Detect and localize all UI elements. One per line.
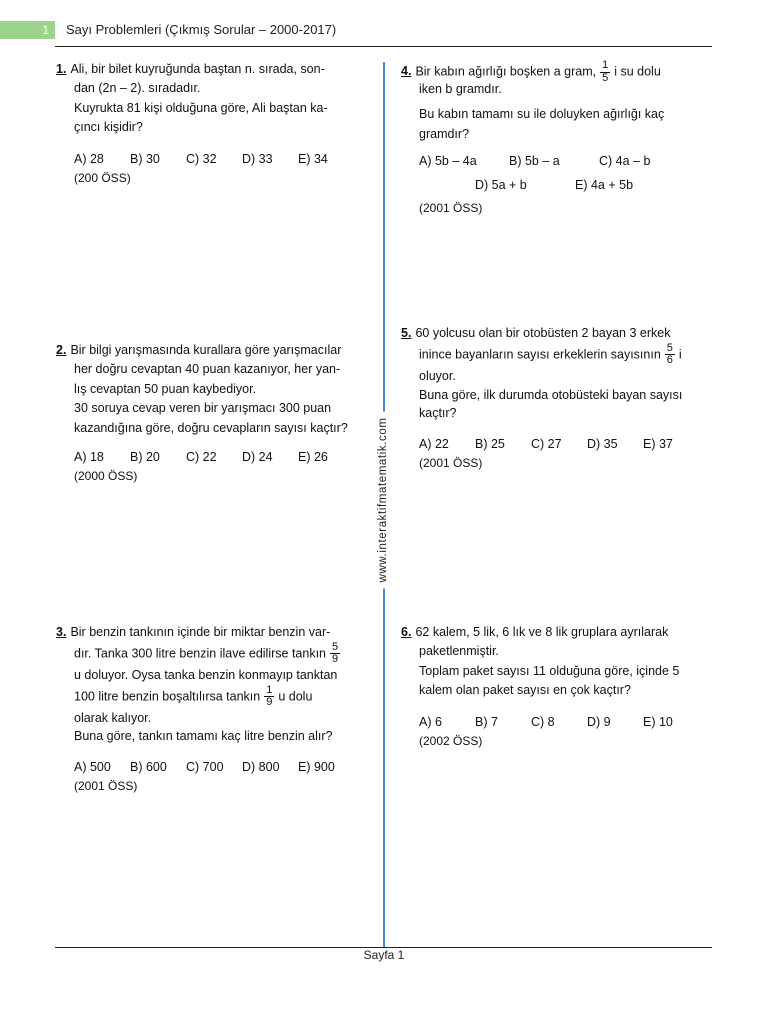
page-number-badge: 1	[0, 21, 55, 39]
option-b[interactable]: B) 7	[475, 714, 498, 729]
option-e[interactable]: E) 900	[298, 760, 335, 775]
option-a[interactable]: A) 500	[74, 760, 111, 775]
option-b[interactable]: B) 30	[130, 151, 160, 166]
question-number: 2.	[56, 343, 67, 357]
question-text: oluyor.	[419, 368, 456, 383]
question-text: 60 yolcusu olan bir otobüsten 2 bayan 3 erkek	[415, 326, 671, 340]
option-d[interactable]: D) 9	[587, 714, 611, 729]
question-text: Ali, bir bilet kuyruğunda baştan n. sırada, son-	[70, 62, 325, 76]
question-text: Buna göre, tankın tamamı kaç litre benzin alır?	[74, 729, 333, 744]
option-e[interactable]: E) 34	[298, 151, 328, 166]
header-title: Sayı Problemleri (Çıkmış Sorular – 2000-2017)	[66, 22, 337, 37]
question-text: paketlenmiştir.	[419, 644, 499, 659]
option-c[interactable]: C) 8	[531, 714, 555, 729]
question-text: iken b gramdır.	[419, 82, 502, 97]
option-c[interactable]: C) 4a – b	[599, 154, 651, 169]
option-d[interactable]: D) 800	[242, 760, 280, 775]
exam-source: (2000 ÖSS)	[74, 469, 138, 484]
fraction: $\frac{5}{6}$	[666, 341, 673, 367]
option-a[interactable]: A) 5b – 4a	[419, 154, 477, 169]
option-b[interactable]: B) 20	[130, 449, 160, 464]
fraction: $\frac{1}{5}$	[602, 59, 609, 84]
question-text: Toplam paket sayısı 11 olduğuna göre, içinde 5	[419, 663, 680, 678]
option-a[interactable]: A) 22	[419, 437, 449, 452]
exam-source: (2001 ÖSS)	[419, 200, 483, 215]
answer-options	[56, 448, 361, 467]
option-c[interactable]: C) 700	[186, 760, 224, 775]
question-text: 62 kalem, 5 lik, 6 lık ve 8 lik gruplara ayrılarak	[415, 625, 669, 639]
question-text: kaçtır?	[419, 406, 457, 421]
option-d[interactable]: D) 33	[242, 151, 273, 166]
question-4: 4. Bir kabın ağırlığı boşken a gram, $\frac{1}{5}$ i su dolu iken b gramdır. Bu kabın tamamı su ile doluyken ağırlığı kaç gramdır? A) 5b – 4a B) 5b – a C) 4a – b D) 5a + b E) 4a + 5b (2001 ÖSS)	[401, 60, 701, 218]
option-d[interactable]: D) 24	[242, 449, 273, 464]
question-number: 3.	[56, 625, 67, 639]
question-text: lış cevaptan 50 puan kaybediyor.	[74, 381, 257, 396]
option-e[interactable]: E) 37	[643, 437, 673, 452]
exam-source: (2002 ÖSS)	[419, 733, 483, 748]
option-a[interactable]: A) 28	[74, 151, 104, 166]
exam-source: (2001 ÖSS)	[419, 455, 483, 470]
question-text: olarak kalıyor.	[74, 710, 152, 725]
answer-options	[56, 758, 361, 777]
option-d[interactable]: D) 35	[587, 437, 618, 452]
question-number: 1.	[56, 62, 67, 76]
option-e[interactable]: E) 4a + 5b	[575, 177, 634, 192]
question-number: 5.	[401, 326, 412, 340]
question-text: Bu kabın tamamı su ile doluyken ağırlığı kaç	[419, 107, 665, 122]
question-text: 100 litre benzin boşaltılırsa tankın $\frac{1}{9}$ u dolu	[74, 683, 313, 709]
question-text: Bir bilgi yarışmasında kurallara göre yarışmacılar	[70, 343, 342, 357]
question-text: kalem olan paket sayısı en çok kaçtır?	[419, 683, 631, 698]
question-text: Kuyrukta 81 kişi olduğuna göre, Ali baştan ka-	[74, 100, 328, 115]
question-3	[56, 623, 361, 795]
question-text: kazandığına göre, doğru cevapların sayısı kaçtır?	[74, 420, 348, 435]
exam-source: (200 ÖSS)	[74, 170, 131, 185]
question-1	[56, 60, 356, 187]
question-text: inince bayanların sayısı erkeklerin sayısının $\frac{5}{6}$ i	[419, 341, 682, 367]
option-c[interactable]: C) 22	[186, 449, 217, 464]
question-text: dır. Tanka 300 litre benzin ilave edilirse tankın $\frac{5}{9}$	[74, 640, 339, 666]
option-b[interactable]: B) 600	[130, 760, 167, 775]
question-2	[56, 341, 361, 486]
option-c[interactable]: C) 27	[531, 437, 562, 452]
question-number: 4.	[401, 64, 412, 79]
question-5	[401, 324, 701, 472]
option-a[interactable]: A) 18	[74, 449, 104, 464]
option-b[interactable]: B) 5b – a	[509, 154, 560, 169]
question-text: Buna göre, ilk durumda otobüsteki bayan sayısı	[419, 387, 683, 402]
answer-options	[401, 176, 701, 195]
question-text: çıncı kişidir?	[74, 120, 143, 135]
option-d[interactable]: D) 5a + b	[475, 177, 527, 192]
answer-options	[401, 435, 701, 454]
question-text: u doluyor. Oysa tanka benzin konmayıp tanktan	[74, 667, 338, 682]
question-number: 6.	[401, 625, 412, 639]
option-e[interactable]: E) 10	[643, 714, 673, 729]
fraction: $\frac{1}{9}$	[266, 683, 273, 709]
question-text: gramdır?	[419, 126, 470, 141]
exam-source: (2001 ÖSS)	[74, 778, 138, 793]
question-text: 30 soruya cevap veren bir yarışmacı 300 puan	[74, 401, 332, 416]
question-text: her doğru cevaptan 40 puan kazanıyor, her yan-	[74, 362, 341, 377]
website-watermark: www.interaktifmatematik.com	[377, 411, 389, 588]
question-text: dan (2n – 2). sıradadır.	[74, 81, 201, 96]
fraction: $\frac{5}{9}$	[332, 640, 339, 666]
option-e[interactable]: E) 26	[298, 449, 328, 464]
option-c[interactable]: C) 32	[186, 151, 217, 166]
answer-options	[56, 150, 356, 169]
question-6	[401, 623, 706, 750]
answer-options	[401, 152, 701, 171]
question-text: Bir benzin tankının içinde bir miktar benzin var-	[70, 625, 331, 639]
header-rule	[55, 46, 712, 47]
answer-options	[401, 713, 706, 732]
option-b[interactable]: B) 25	[475, 437, 505, 452]
page-footer: Sayfa 1	[363, 948, 405, 962]
option-a[interactable]: A) 6	[419, 714, 442, 729]
